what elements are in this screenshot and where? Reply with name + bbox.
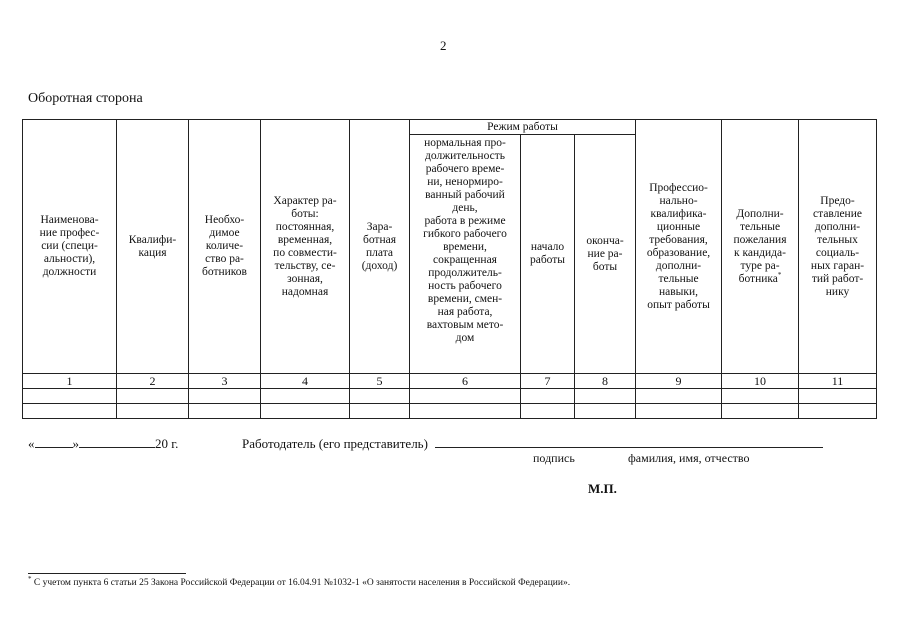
employer-signature-blank[interactable] xyxy=(435,435,823,448)
table-cell[interactable] xyxy=(521,404,575,419)
col-header-7 xyxy=(521,135,575,374)
date-close-quote: » xyxy=(72,436,79,451)
column-number: 11 xyxy=(799,374,877,389)
table-cell[interactable] xyxy=(722,404,799,419)
table-cell[interactable] xyxy=(410,404,521,419)
header-text: нормальная про- должительность рабочего време- ни, ненормиро- ванный рабочий день, работа в режиме гибкого рабочего времени, сокращенная продолжитель- ность рабочего времени, смен- ная работа, вахтовым мето- дом xyxy=(423,137,507,344)
column-number: 5 xyxy=(350,374,410,389)
table-cell[interactable] xyxy=(575,389,636,404)
caption-signature: подпись xyxy=(533,451,575,465)
header-text: Зара- ботная плата (доход) xyxy=(361,220,398,272)
column-number: 8 xyxy=(575,374,636,389)
column-number: 4 xyxy=(261,374,350,389)
column-number: 1 xyxy=(23,374,117,389)
col-header-1 xyxy=(23,120,117,374)
col-header-11 xyxy=(799,120,877,374)
column-number: 9 xyxy=(636,374,722,389)
col-header-10 xyxy=(722,120,799,374)
header-text: Необхо- димое количе- ство ра- ботников xyxy=(202,214,247,278)
footnote-text: С учетом пункта 6 статьи 25 Закона Российской Федерации от 16.04.91 №1032-1 «О занятости населения в Российской Федерации». xyxy=(33,578,571,588)
table-cell[interactable] xyxy=(261,404,350,419)
table-cell[interactable] xyxy=(23,404,117,419)
table-cell[interactable] xyxy=(350,389,410,404)
employer-signature-line xyxy=(242,435,823,452)
column-number-row xyxy=(23,374,877,389)
table-cell[interactable] xyxy=(261,389,350,404)
table-cell[interactable] xyxy=(636,404,722,419)
header-text: Характер ра- боты: постоянная, временная, по совмести- тельству, се- зонная, надомная xyxy=(273,194,337,298)
column-number: 6 xyxy=(410,374,521,389)
table-row xyxy=(23,389,877,404)
table-cell[interactable] xyxy=(117,389,189,404)
table-cell[interactable] xyxy=(189,389,261,404)
header-text: Дополни- тельные пожелания к кандида- туре ра- ботника xyxy=(733,207,787,285)
column-number: 7 xyxy=(521,374,575,389)
header-row-1 xyxy=(23,120,877,135)
vacancy-table xyxy=(22,119,877,419)
table-cell[interactable] xyxy=(722,389,799,404)
month-blank[interactable] xyxy=(79,435,155,448)
table-cell[interactable] xyxy=(799,389,877,404)
header-text: Наименова- ние профес- сии (специ- альности), должности xyxy=(39,214,100,278)
day-blank[interactable] xyxy=(35,435,73,448)
header-text: Профессио- нально- квалифика- ционные требования, образование, дополни- тельные навыки, опыт работы xyxy=(646,181,711,311)
table-row xyxy=(23,404,877,419)
table-cell[interactable] xyxy=(410,389,521,404)
footnote xyxy=(28,574,571,588)
table-cell[interactable] xyxy=(799,404,877,419)
table-cell[interactable] xyxy=(636,389,722,404)
table-cell[interactable] xyxy=(189,404,261,419)
col-header-8 xyxy=(575,135,636,374)
stamp-place: М.П. xyxy=(588,481,617,496)
column-number: 3 xyxy=(189,374,261,389)
header-text: начало работы xyxy=(529,241,566,266)
col-header-3 xyxy=(189,120,261,374)
page-side-title: Оборотная сторона xyxy=(28,91,143,106)
header-text: оконча- ние ра- боты xyxy=(586,234,624,273)
header-text: Предо- ставление дополни- тельных социаль- ных гаран- тий работ- нику xyxy=(810,194,865,298)
column-number: 10 xyxy=(722,374,799,389)
footnote-mark: * xyxy=(28,574,32,583)
col-header-2 xyxy=(117,120,189,374)
employer-label: Работодатель (его представитель) xyxy=(242,436,428,451)
date-year: 20 г. xyxy=(155,436,179,451)
page-number: 2 xyxy=(440,38,447,53)
col-header-9 xyxy=(636,120,722,374)
table-cell[interactable] xyxy=(575,404,636,419)
table-cell[interactable] xyxy=(521,389,575,404)
col-header-4 xyxy=(261,120,350,374)
date-line xyxy=(28,435,178,452)
col-header-6 xyxy=(410,135,521,374)
header-text: Квалифи- кация xyxy=(128,233,177,259)
col-header-5 xyxy=(350,120,410,374)
group-header-work-mode: Режим работы xyxy=(410,120,636,135)
table-cell[interactable] xyxy=(23,389,117,404)
footnote-mark: * xyxy=(777,270,782,279)
table-cell[interactable] xyxy=(350,404,410,419)
footnote-divider xyxy=(28,573,186,574)
column-number: 2 xyxy=(117,374,189,389)
table-cell[interactable] xyxy=(117,404,189,419)
caption-full-name: фамилия, имя, отчество xyxy=(628,451,750,465)
date-open-quote: « xyxy=(28,436,35,451)
